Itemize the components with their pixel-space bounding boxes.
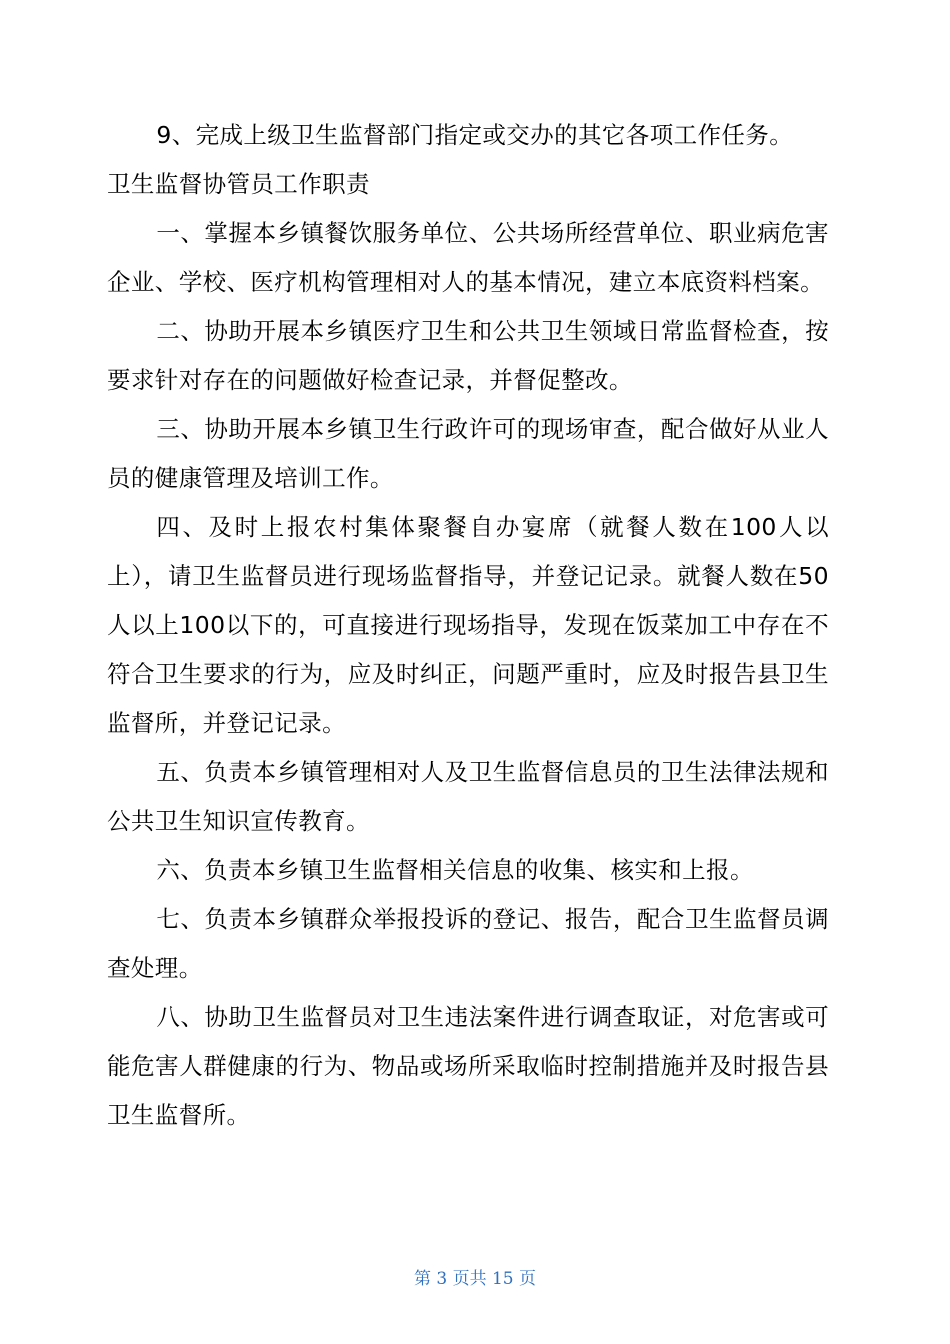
paragraph-duty-3: 三、协助开展本乡镇卫生行政许可的现场审查，配合做好从业人员的健康管理及培训工作。	[107, 415, 829, 492]
paragraph-duty-8: 八、协助卫生监督员对卫生违法案件进行调查取证，对危害或可能危害人群健康的行为、物品或场所采取临时控制措施并及时报告县卫生监督所。	[107, 1003, 829, 1129]
section-heading: 卫生监督协管员工作职责	[107, 170, 370, 198]
paragraph-duty-2: 二、协助开展本乡镇医疗卫生和公共卫生领域日常监督检查，按要求针对存在的问题做好检查记录，并督促整改。	[107, 317, 829, 394]
page-number-footer: 第 3 页共 15 页	[413, 1269, 537, 1289]
document-body	[107, 111, 829, 1140]
paragraph-task-9: 9、完成上级卫生监督部门指定或交办的其它各项工作任务。	[156, 121, 794, 149]
paragraph-duty-1: 一、掌握本乡镇餐饮服务单位、公共场所经营单位、职业病危害企业、学校、医疗机构管理相对人的基本情况，建立本底资料档案。	[107, 219, 829, 296]
paragraph-duty-5: 五、负责本乡镇管理相对人及卫生监督信息员的卫生法律法规和公共卫生知识宣传教育。	[107, 758, 829, 835]
paragraph-duty-6: 六、负责本乡镇卫生监督相关信息的收集、核实和上报。	[156, 856, 754, 884]
paragraph-duty-4: 四、及时上报农村集体聚餐自办宴席（就餐人数在100人以上），请卫生监督员进行现场监督指导，并登记记录。就餐人数在50人以上100以下的，可直接进行现场指导，发现在饭菜加工中存在不符合卫生要求的行为，应及时纠正，问题严重时，应及时报告县卫生监督所，并登记记录。	[107, 513, 829, 737]
paragraph-duty-7: 七、负责本乡镇群众举报投诉的登记、报告，配合卫生监督员调查处理。	[107, 905, 829, 982]
